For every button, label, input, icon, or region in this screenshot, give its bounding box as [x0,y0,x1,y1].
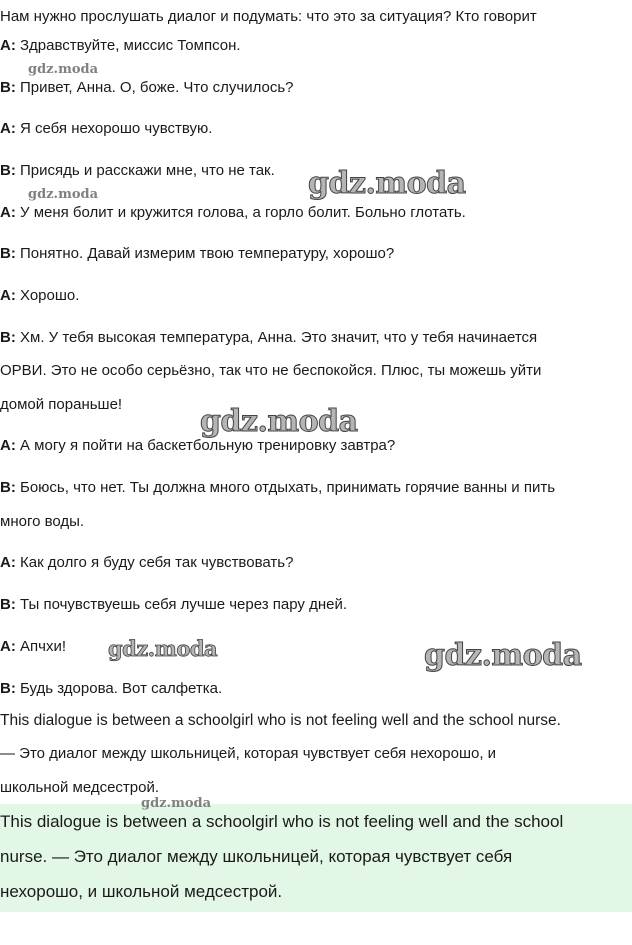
dialogue-text: Хм. У тебя высокая температура, Анна. Это значит, что у тебя начинается [15,329,538,346]
dialogue-line [0,680,222,698]
speaker-label: A: [0,437,16,454]
conclusion-line: This dialogue is between a schoolgirl who is not feeling well and the school nurse. [0,712,561,729]
answer-line: This dialogue is between a schoolgirl who is not feeling well and the school [0,812,564,831]
dialogue-text: Боюсь, что нет. Ты должна много отдыхать, принимать горячие ванны и пить [15,479,556,496]
answer-line: nurse. — Это диалог между школьницей, которая чувствует себя [0,847,513,866]
conclusion-line: — Это диалог между школьницей, которая чувствует себя нехорошо, и [0,745,497,762]
dialogue-text: Как долго я буду себя так чувствовать? [15,554,294,571]
speaker-label: B: [0,680,16,697]
watermark-logo: gdz.moda [141,796,212,811]
dialogue-text: Присядь и расскажи мне, что не так. [15,162,275,179]
speaker-label: A: [0,204,16,221]
watermark-logo: gdz.moda [28,62,99,77]
dialogue-line [0,396,122,414]
watermark-logo: gdz.moda [308,166,466,201]
intro-text: Нам нужно прослушать диалог и подумать: что это за ситуация? Кто говорит [0,8,537,25]
dialogue-text: домой пораньше! [0,396,123,413]
watermark-logo: gdz.moda [108,636,218,661]
dialogue-line [0,554,293,572]
dialogue-line [0,362,541,380]
speaker-label: A: [0,638,16,655]
dialogue-line [0,162,275,180]
watermark-logo: gdz.moda [424,638,582,673]
dialogue-line [0,287,79,305]
dialogue-text: Здравствуйте, миссис Томпсон. [15,37,241,54]
dialogue-text: много воды. [0,513,85,530]
dialogue-line [0,638,66,656]
dialogue-text: Привет, Анна. О, боже. Что случилось? [15,79,294,96]
speaker-label: B: [0,329,16,346]
watermark-logo: gdz.moda [28,187,99,202]
watermark-logo: gdz.moda [200,404,358,439]
speaker-label: B: [0,596,16,613]
speaker-label: B: [0,79,16,96]
dialogue-text: Апчхи! [15,638,66,655]
dialogue-line [0,120,212,138]
conclusion-line: школьной медсестрой. [0,779,160,796]
dialogue-text: Ты почувствуешь себя лучше через пару дней. [15,596,348,613]
dialogue-text: ОРВИ. Это не особо серьёзно, так что не беспокойся. Плюс, ты можешь уйти [0,362,542,379]
speaker-label: B: [0,162,16,179]
dialogue-line [0,245,394,263]
dialogue-text: У меня болит и кружится голова, а горло болит. Больно глотать. [15,204,466,221]
speaker-label: B: [0,245,16,262]
speaker-label: A: [0,120,16,137]
speaker-label: A: [0,554,16,571]
dialogue-line [0,479,555,497]
dialogue-line [0,204,466,222]
dialogue-text: Будь здорова. Вот салфетка. [15,680,223,697]
dialogue-text: Я себя нехорошо чувствую. [15,120,213,137]
speaker-label: B: [0,479,16,496]
dialogue-line [0,329,537,347]
dialogue-text: Понятно. Давай измерим твою температуру, хорошо? [15,245,395,262]
dialogue-line [0,79,294,97]
dialogue-line [0,437,395,455]
speaker-label: A: [0,287,16,304]
answer-line: нехорошо, и школьной медсестрой. [0,882,283,901]
dialogue-line [0,37,241,55]
dialogue-text: Хорошо. [15,287,80,304]
dialogue-text: А могу я пойти на баскетбольную тренировку завтра? [15,437,396,454]
dialogue-line [0,513,84,531]
speaker-label: A: [0,37,16,54]
dialogue-line [0,596,347,614]
